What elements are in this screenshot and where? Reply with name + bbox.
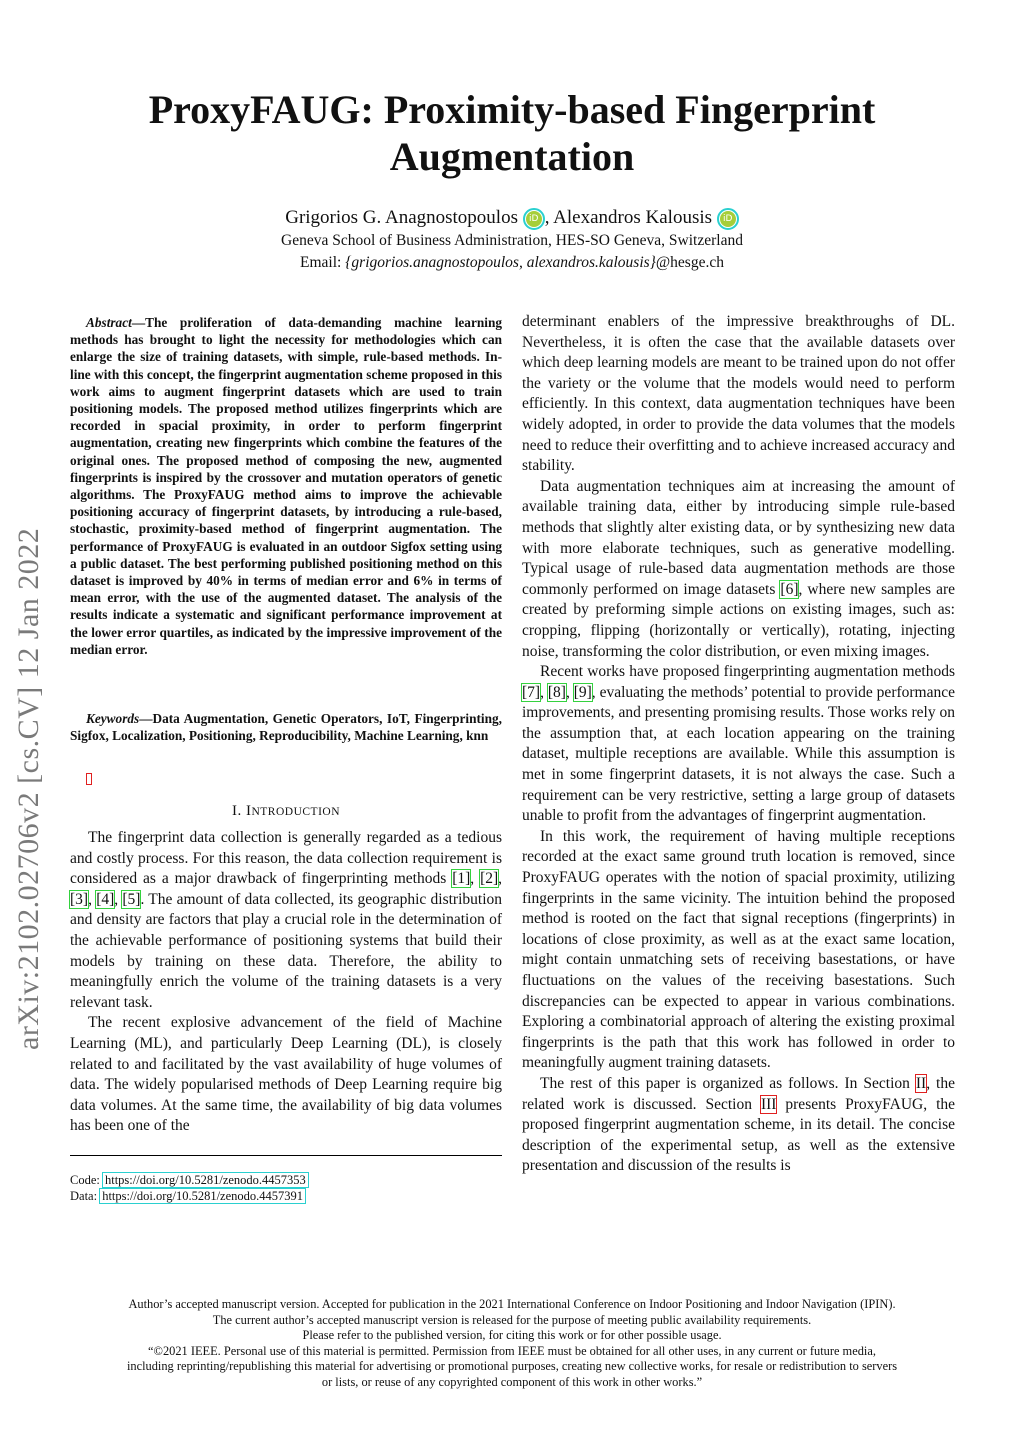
- paragraph: In this work, the requirement of having multiple receptions recorded at the exact same ground truth location is removed, since ProxyFAUG operates with the notion of spacial proximity, utilizing fingerprints in the same vicinity. The intuition behind the proposed method is rooted on the fact that signal receptions (fingerprints) in locations of close proximity, as well as at the exact same location, might contain unmatching sets of receiving basestations, or have fluctuations on the values of the receiving basestations. Such discrepancies can be expected to appear in various combinations. Exploring a combinatorial approach of altering the existing proximal fingerprints is the path that this work has followed in order to meaningfully augment training datasets.: [522, 827, 955, 1072]
- keywords-text: —Data Augmentation, Genetic Operators, IoT, Fingerprinting, Sigfox, Localization, Positioning, Reproducibility, Machine Learning, knn: [70, 711, 502, 744]
- author-line: [60, 206, 964, 230]
- paragraph: The recent explosive advancement of the field of Machine Learning (ML), and particularly Deep Learning (DL), is closely related to and facilitated by the vast availability of huge volumes of data. The widely popularised methods of Deep Learning require big data volumes. At the same time, the availability of big data volumes has been one of the: [70, 1014, 502, 1135]
- arxiv-stamp: arXiv:2102.02706v2 [cs.CV] 12 Jan 2022: [12, 527, 45, 1050]
- paragraph: determinant enablers of the impressive breakthroughs of DL. Nevertheless, it is often the case that the available datasets over which deep learning models are meant to be trained upon do not offer the variety or the volume that the models would need to perform efficiently. In this context, data augmentation techniques have been widely adopted, in order to provide the data volumes that the models need to reduce their overfitting and to achieve increased accuracy and stability.: [522, 313, 955, 475]
- abstract: [70, 314, 502, 658]
- citation-link[interactable]: [8]: [547, 683, 566, 701]
- footnote-label: Code:: [70, 1173, 103, 1187]
- paragraph: Recent works have proposed fingerprinting augmentation methods [7], [8], [9], evaluating the methods’ potential to provide performance improvements, and presenting promising results. Those works rely on the assumption that, at each location appearing on the training dataset, multiple receptions are available. While this assumption is met in some fingerprint datasets, it is not always the case. Such a requirement can be very restrictive, setting a large group of datasets unable to profit from the advantages of fingerprint augmentation.: [522, 663, 955, 825]
- citation-link[interactable]: [7]: [522, 683, 541, 701]
- orcid-icon[interactable]: iD: [720, 211, 736, 227]
- intro-left-column: [70, 828, 502, 1137]
- email-domain: @hesge.ch: [655, 254, 724, 271]
- paragraph-text: , where new samples are created by preforming simple actions on existing images, such as: cropping, flipping (horizontally or vertically), rotating, injecting noise, transforming the color distribution, or even mixing images.: [522, 580, 955, 660]
- author-name: Grigorios G. Anagnostopoulos: [285, 207, 518, 228]
- notice-line: Author’s accepted manuscript version. Accepted for publication in the 2021 International Conference on Indoor Positioning and Indoor Navigation (IPIN).: [128, 1297, 896, 1311]
- citation-link[interactable]: [2]: [480, 870, 499, 888]
- paragraph-text: The rest of this paper is organized as follows. In Section: [540, 1074, 916, 1092]
- notice-line: Please refer to the published version, for citing this work or for other possible usage.: [302, 1328, 722, 1343]
- email-label: Email:: [300, 254, 346, 271]
- paragraph-text: , the related work is discussed. Section: [522, 1074, 955, 1113]
- code-footnote: [70, 1172, 308, 1188]
- section-title-initial: I: [245, 803, 252, 819]
- abstract-label: Abstract: [86, 315, 132, 330]
- intro-right-column: [522, 312, 955, 1177]
- paragraph-text: Recent works have proposed fingerprinting augmentation methods: [540, 663, 955, 681]
- footnote-label: Data:: [70, 1189, 101, 1203]
- notice-line: or lists, or reuse of any copyrighted component of this work in other works.”: [321, 1374, 703, 1389]
- data-doi-link[interactable]: https://doi.org/10.5281/zenodo.4457391: [102, 1189, 304, 1203]
- paragraph-text: . The amount of data collected, its geographic distribution and density are factors that play a crucial role in the determination of the achievable performance of positioning systems that build their models by training on these data. Therefore, the ability to meaningfully enrich the volume of the training datasets is a very relevant task.: [70, 890, 503, 1011]
- email-line: [60, 254, 964, 272]
- citation-link[interactable]: [4]: [96, 890, 115, 908]
- citation-link[interactable]: [3]: [70, 890, 89, 908]
- footnotes: [70, 1172, 308, 1204]
- author-name: Alexandros Kalousis: [553, 207, 713, 228]
- footnote-rule: [70, 1155, 502, 1156]
- citation-link[interactable]: [9]: [573, 683, 592, 701]
- paragraph: The fingerprint data collection is generally regarded as a tedious and costly process. For this reason, the data collection requirement is considered as a major drawback of fingerprinting methods [1], [2], [3], [4], [5]. The amount of data collected, its geographic distribution and density are factors that play a crucial role in the determination of the achievable performance of positioning systems that build their models by training on these data. Therefore, the ability to meaningfully enrich the volume of the training datasets is a very relevant task.: [70, 829, 503, 1011]
- affiliation: Geneva School of Business Administration, HES-SO Geneva, Switzerland: [281, 232, 743, 249]
- paragraph-text: The fingerprint data collection is generally regarded as a tedious and costly process. For this reason, the data collection requirement is considered as a major drawback of fingerprinting methods: [70, 829, 502, 888]
- section-numeral: I.: [231, 803, 246, 819]
- paragraph-text: presents ProxyFAUG, the proposed fingerprint augmentation scheme, in its detail. The concise description of the experimental setup, as well as the extensive presentation and discussion of the results is: [522, 1095, 955, 1175]
- paragraph-text: , evaluating the methods’ potential to provide performance improvements, and presenting promising results. Those works rely on the assumption that, at each location appearing on the training dataset, multiple receptions are available. While this assumption is met in some fingerprint datasets, it is not always the case. Such a requirement can be very restrictive, setting a large group of datasets unable to profit from the advantages of fingerprint augmentation.: [522, 683, 955, 825]
- section-heading: [70, 803, 502, 820]
- anchor-marker[interactable]: [86, 773, 92, 785]
- paragraph: [522, 1074, 955, 1177]
- citation-link[interactable]: [6]: [780, 580, 799, 598]
- abstract-text: —The proliferation of data-demanding machine learning methods has brought to light the necessity for methodologies which can enlarge the size of training datasets, with simple, rule-based methods. In-line with this concept, the fingerprint augmentation scheme proposed in this work aims to augment fingerprint datasets which are used to train positioning models. The proposed method utilizes fingerprints which are recorded in spacial proximity, in order to perform fingerprint augmentation, creating new fingerprints which combine the features of the original ones. The proposed method of composing the new, augmented fingerprints is inspired by the crossover and mutation operators of genetic algorithms. The ProxyFAUG method aims to improve the achievable positioning accuracy of fingerprint datasets, by introducing a rule-based, stochastic, proximity-based method of fingerprint augmentation. The performance of ProxyFAUG is evaluated in an outdoor Sigfox setting using a public dataset. The best performing published positioning method on this dataset is improved by 40% in terms of median error and 6% in terms of mean error, with the use of the augmented dataset. The analysis of the results indicate a systematic and significant performance improvement at the lower error quartiles, as indicated by the impressive improvement of the median error.: [70, 315, 502, 657]
- notice-line: including reprinting/republishing this material for advertising or promotional purposes, creating new collective works, for resale or redistribution to servers: [126, 1359, 898, 1374]
- keywords: [70, 710, 502, 744]
- citation-link[interactable]: [1]: [452, 870, 471, 888]
- orcid-icon[interactable]: iD: [526, 211, 542, 227]
- code-doi-link[interactable]: https://doi.org/10.5281/zenodo.4457353: [104, 1173, 306, 1187]
- section-link[interactable]: II: [915, 1074, 927, 1092]
- section-link[interactable]: III: [760, 1095, 777, 1113]
- notice-line: The current author’s accepted manuscript version is released for the purpose of meeting public availability requirements.: [212, 1312, 812, 1327]
- author-separator: ,: [544, 207, 554, 228]
- paragraph-text: Data augmentation techniques aim at increasing the amount of available training data, either by introducing simple rule-based methods that slightly alter existing data, or by synthesizing new data with more elaborate techniques, such as generative modelling. Typical usage of rule-based data augmentation methods are those commonly performed on image datasets: [522, 477, 955, 598]
- section-title-rest: NTRODUCTION: [251, 806, 341, 818]
- citation-link[interactable]: [5]: [122, 890, 141, 908]
- copyright-notice: [40, 1297, 984, 1391]
- paragraph: [522, 477, 955, 662]
- data-footnote: [70, 1188, 308, 1204]
- email-local: {grigorios.anagnostopoulos, alexandros.kalousis}: [345, 254, 656, 271]
- paper-title: ProxyFAUG: Proximity-based Fingerprint Augmentation: [148, 87, 876, 179]
- notice-line: “©2021 IEEE. Personal use of this material is permitted. Permission from IEEE must be obtained for all other uses, in any current or future media,: [148, 1343, 876, 1358]
- keywords-label: Keywords: [86, 711, 140, 726]
